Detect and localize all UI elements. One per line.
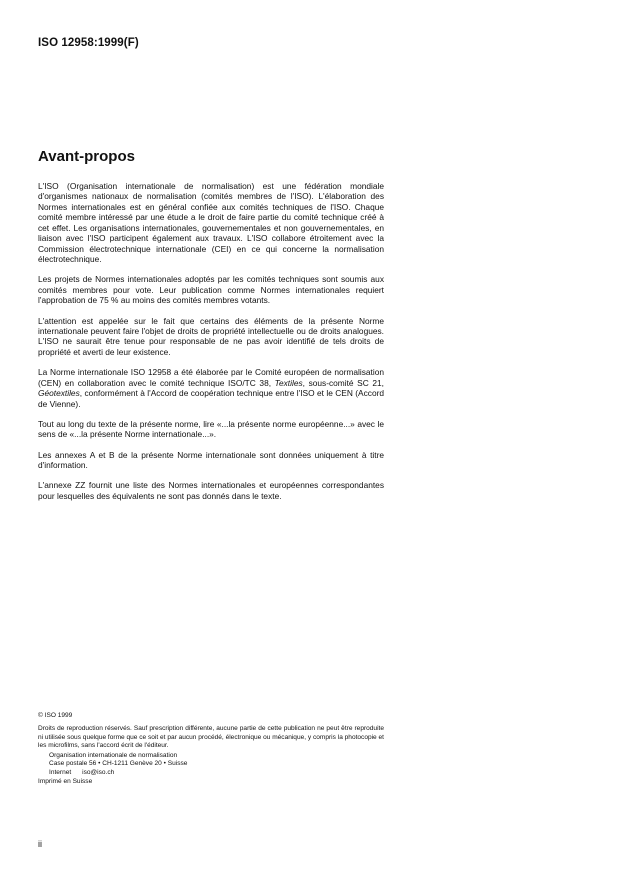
copyright-notice: © ISO 1999 — [38, 712, 73, 719]
printed-in: Imprimé en Suisse — [38, 778, 93, 786]
paragraph-preparation — [38, 367, 384, 409]
paragraph-annex-zz: L'annexe ZZ fournit une liste des Normes internationales et européennes correspondantes pour lesquelles des équivalents ne sont pas donnés dans le texte. — [38, 480, 384, 501]
org-name: Organisation internationale de normalisation — [49, 752, 178, 760]
org-internet: Internet iso@iso.ch — [49, 768, 115, 776]
paragraph-reading-note: Tout au long du texte de la présente norme, lire «...la présente norme européenne...» avec le sens de «...la présente Norme internationale...». — [38, 418, 384, 440]
tc-name: Textiles — [274, 377, 303, 388]
org-address: Case postale 56 • CH-1211 Genève 20 • Suisse — [49, 760, 188, 768]
page-number: ii — [38, 839, 42, 849]
sc-name: Géotextiles — [38, 388, 80, 399]
foreword-body — [38, 181, 384, 511]
section-title: Avant-propos — [38, 148, 135, 165]
preparation-text-1: La Norme internationale ISO 12958 a été élaborée par le Comité européen de normalisation (CEN) en collaboration avec le comité technique ISO/TC 38, — [38, 367, 384, 388]
paragraph-annexes: Les annexes A et B de la présente Norme internationale sont données uniquement à titre d'information. — [38, 449, 384, 470]
copyright-rights: Droits de reproduction réservés. Sauf prescription différente, aucune partie de cette publication ne peut être reproduite ni utilisée sous quelque forme que ce soit et par aucun procédé, électronique ou mécanique, y compris la photocopie et les microfilms, sans l'accord écrit de l'éditeur. — [38, 725, 384, 749]
paragraph-voting: Les projets de Normes internationales adoptés par les comités techniques sont soumis aux comités membres pour vote. Leur publication comme Normes internationales requiert l'approbation de 75 % au moins des comités membres votants. — [38, 274, 384, 306]
paragraph-iso-intro: L'ISO (Organisation internationale de normalisation) est une fédération mondiale d'organismes nationaux de normalisation (comités membres de l'ISO). L'élaboration des Normes internationales est en général confiée aux comités techniques de l'ISO. Chaque comité membre intéressé par une étude a le droit de faire partie du comité technique créé à cet effet. Les organisations internationales, gouvernementales et non gouvernementales, en liaison avec l'ISO participent également aux travaux. L'ISO collabore étroitement avec la Commission électrotechnique internationale (CEI) en ce qui concerne la normalisation électrotechnique. — [38, 181, 384, 265]
document-reference: ISO 12958:1999(F) — [38, 37, 139, 49]
preparation-text-2: , sous-comité SC 21, — [302, 377, 384, 388]
paragraph-patent-rights: L'attention est appelée sur le fait que certains des éléments de la présente Norme internationale peuvent faire l'objet de droits de propriété intellectuelle ou de droits analogues. L'ISO ne saurait être tenue pour responsable de ne pas avoir identifié de tels droits de propriété et averti de leur existence. — [38, 315, 384, 357]
preparation-text-3: , conformément à l'Accord de coopération technique entre l'ISO et le CEN (Accord de Vienne). — [38, 388, 384, 409]
copyright-block — [38, 712, 384, 786]
